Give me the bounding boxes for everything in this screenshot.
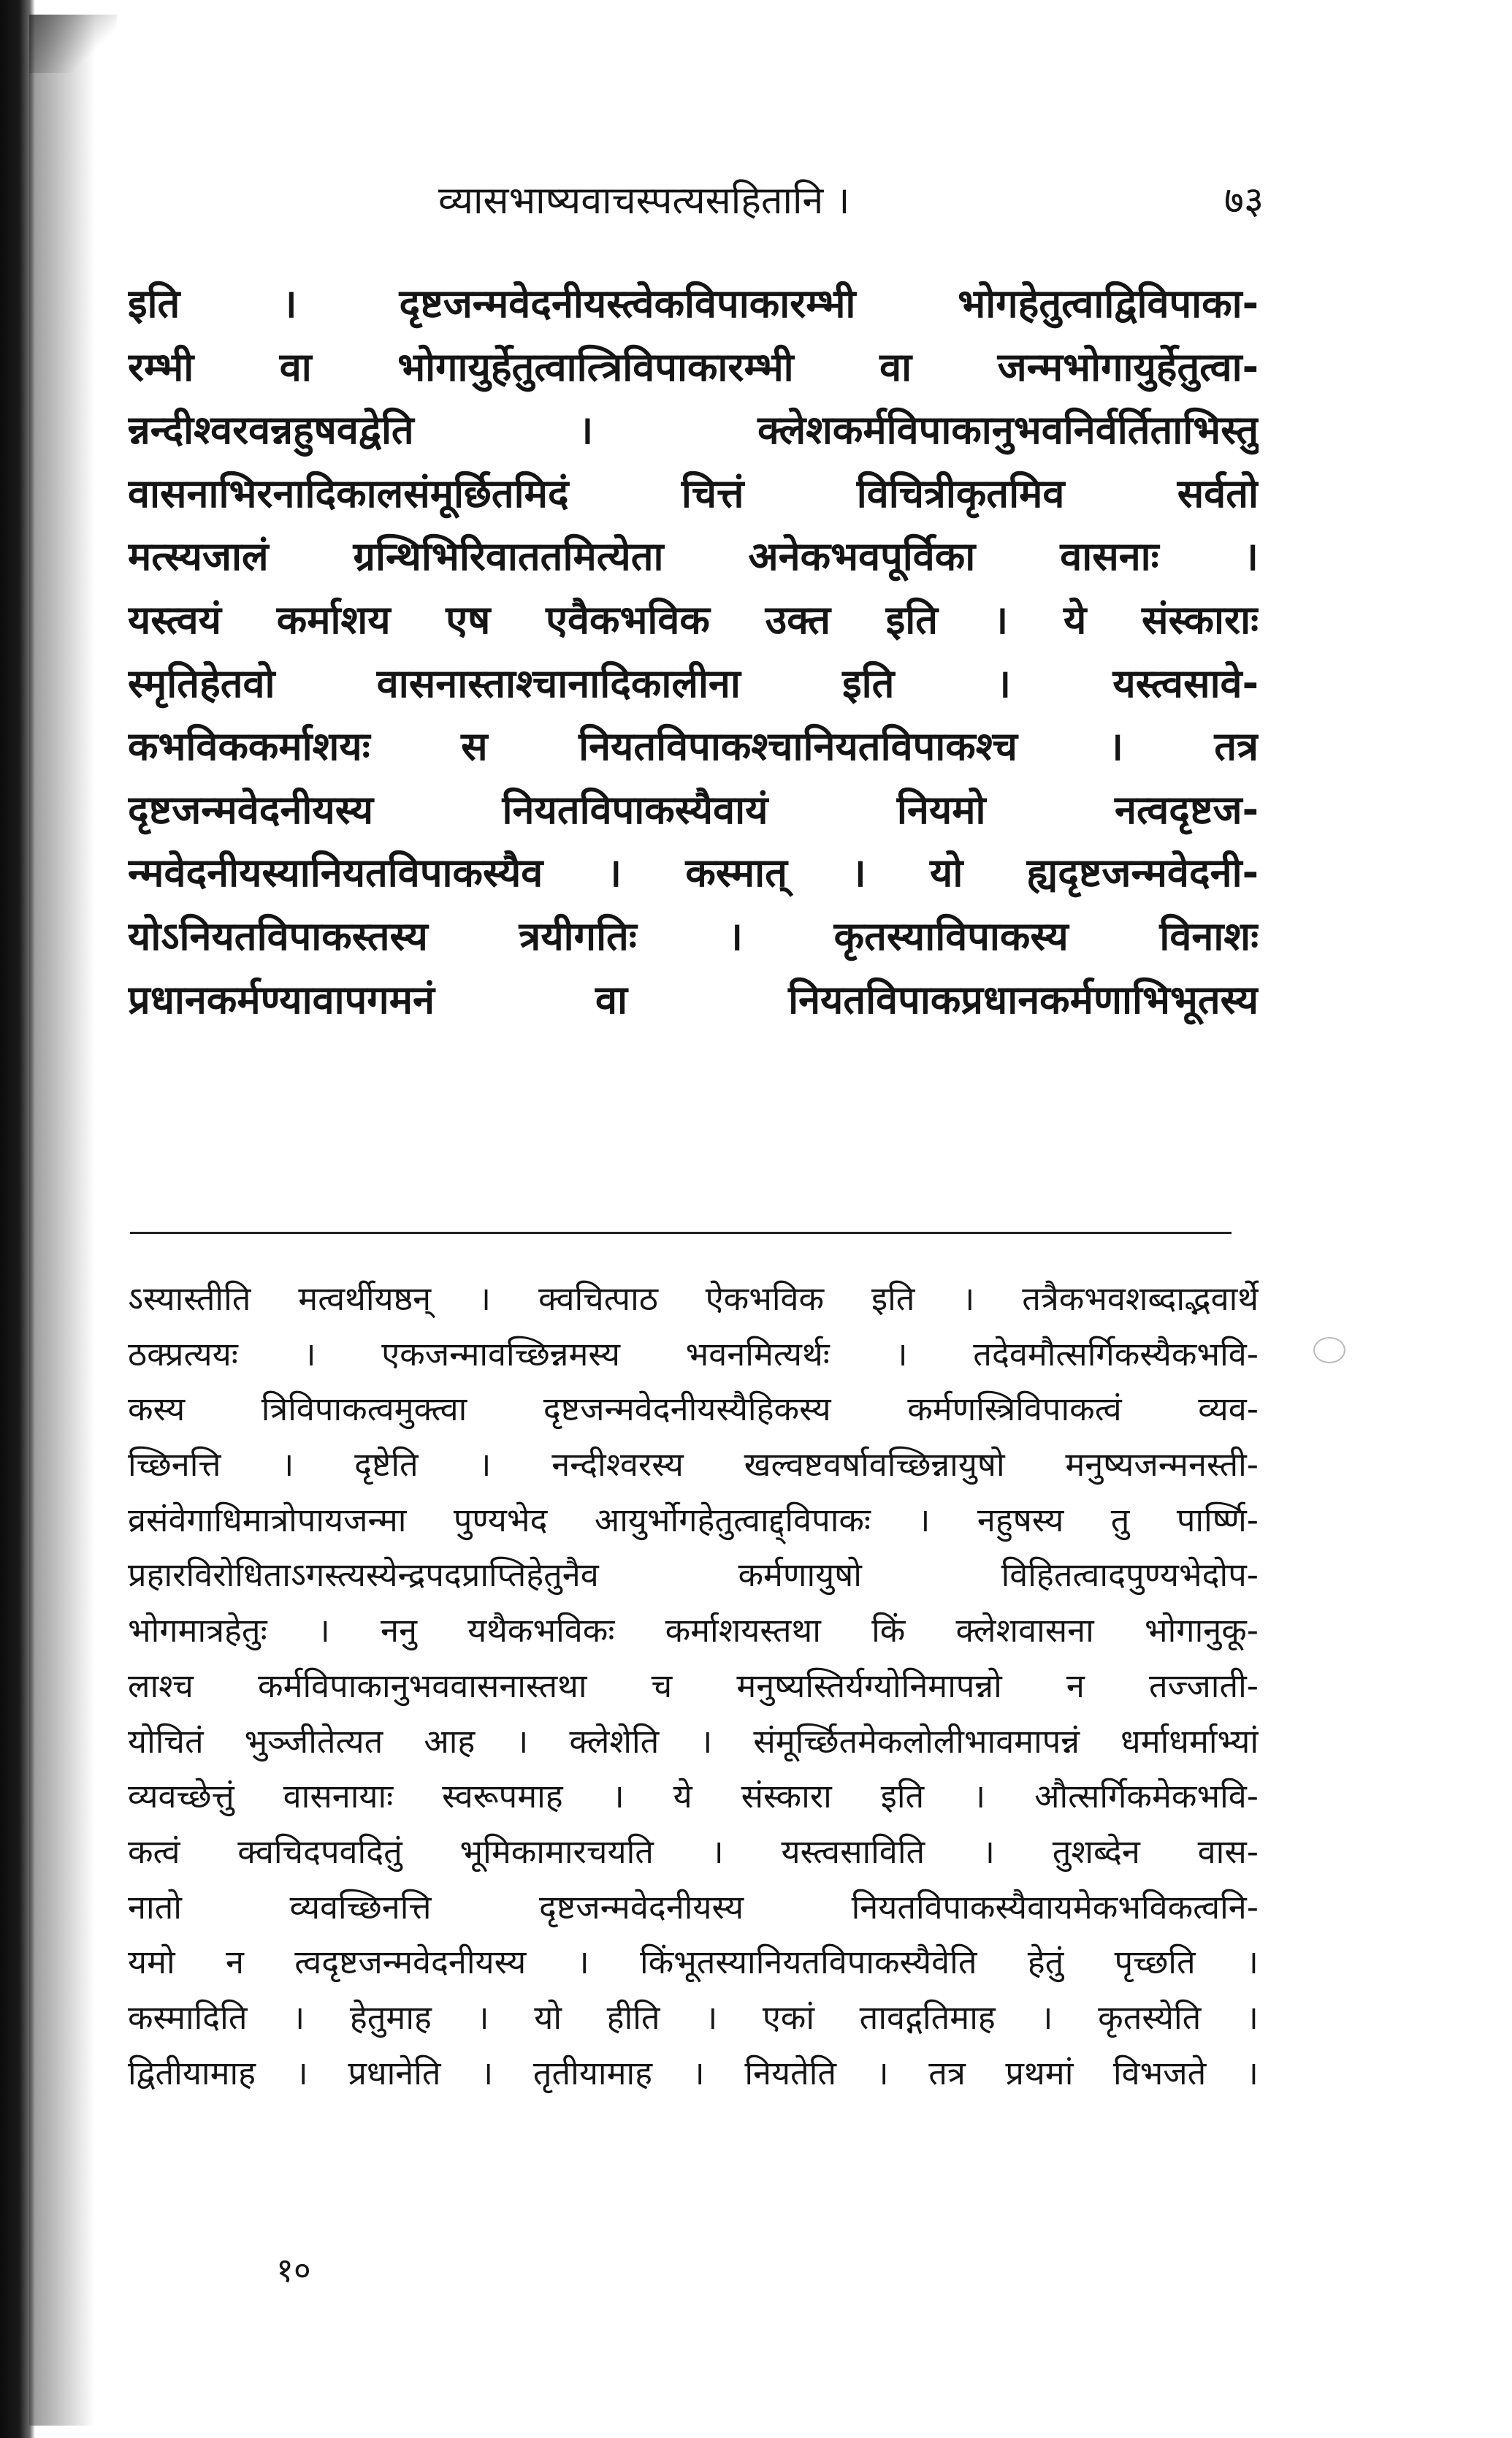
main-text-line: दृष्टजन्मवेदनीयस्य नियतविपाकस्यैवायं नियमो नत्वदृष्टज-	[128, 786, 1259, 833]
main-text-line: वासनाभिरनादिकालसंमूर्छितमिदं चित्तं विचित्रीकृतमिव सर्वतो	[128, 470, 1259, 517]
main-text-line: इति । दृष्टजन्मवेदनीयस्त्वेकविपाकारम्भी भोगहेतुत्वाद्विविपाका-	[128, 281, 1259, 327]
commentary-line: द्वितीयामाह । प्रधानेति । तृतीयामाह । नियतेति । तत्र प्रथमां विभजते ।	[128, 2053, 1259, 2092]
main-text-line: योऽनियतविपाकस्तस्य त्रयीगतिः । कृतस्याविपाकस्य विनाशः	[128, 913, 1259, 959]
main-text-line: न्मवेदनीयस्यानियतविपाकस्यैव । कस्मात् । यो ह्यदृष्टजन्मवेदनी-	[128, 850, 1259, 896]
commentary-line: योचितं भुञ्जीतेत्यत आह । क्लेशेति । संमूर्च्छितमेकलोलीभावमापन्नं धर्माधर्माभ्यां	[128, 1721, 1259, 1761]
scan-shadow	[29, 15, 95, 2426]
scan-corner-shadow	[29, 15, 117, 73]
main-text-line: स्मृतिहेतवो वासनास्ताश्चानादिकालीना इति । यस्त्वसावे-	[128, 660, 1259, 706]
commentary-line: कस्मादिति । हेतुमाह । यो हीति । एकां तावद्गतिमाह । कृतस्येति ।	[128, 1997, 1259, 2037]
commentary-line: कत्वं क्वचिदपवदितुं भूमिकामारचयति । यस्त्वसाविति । तुशब्देन वास-	[128, 1832, 1259, 1871]
page-number: ७३	[1223, 179, 1264, 223]
main-text-line: प्रधानकर्मण्यावापगमनं वा नियतविपाकप्रधानकर्मणाभिभूतस्य	[128, 976, 1259, 1023]
commentary-line: कस्य त्रिविपाकत्वमुक्त्वा दृष्टजन्मवेदनीयस्यैहिकस्य कर्मणस्त्रिविपाकत्वं व्यव-	[128, 1390, 1259, 1429]
commentary-line: व्यवच्छेत्तुं वासनायाः स्वरूपमाह । ये संस्कारा इति । औत्सर्गिकमेकभवि-	[128, 1777, 1259, 1816]
page-header	[124, 172, 1264, 237]
commentary-line: ऽस्यास्तीति मत्वर्थीयष्ठन् । क्वचित्पाठ ऐकभविक इति । तत्रैकभवशब्दाद्भवार्थे	[128, 1279, 1259, 1318]
scan-speck	[1313, 1337, 1345, 1363]
main-text-line: मत्स्यजालं ग्रन्थिभिरिवाततमित्येता अनेकभवपूर्विका वासनाः ।	[128, 533, 1259, 580]
signature-mark: १०	[276, 2250, 311, 2290]
running-title: व्यासभाष्यवाचस्पत्यसहितानि ।	[438, 179, 850, 223]
commentary-line: च्छिनत्ति । दृष्टेति । नन्दीश्वरस्य खल्वष्टवर्षावच्छिन्नायुषो मनुष्यजन्मनस्ती-	[128, 1445, 1259, 1485]
main-text-line: न्नन्दीश्वरवन्नहुषवद्वेति । क्लेशकर्मविपाकानुभवनिर्वर्तिताभिस्तु	[128, 407, 1259, 454]
commentary-line: ठक्प्रत्ययः । एकजन्मावच्छिन्नमस्य भवनमित्यर्थः । तदेवमौत्सर्गिकस्यैकभवि-	[128, 1334, 1259, 1374]
commentary-line: नातो व्यवच्छिनत्ति दृष्टजन्मवेदनीयस्य नियतविपाकस्यैवायमेकभविकत्वनि-	[128, 1887, 1259, 1927]
commentary-line: भोगमात्रहेतुः । ननु यथैकभविकः कर्माशयस्तथा किं क्लेशवासना भोगानुकू-	[128, 1611, 1259, 1650]
commentary-line: यमो न त्वदृष्टजन्मवेदनीयस्य । किंभूतस्यानियतविपाकस्यैवेति हेतुं पृच्छति ।	[128, 1943, 1259, 1982]
commentary-block	[128, 1271, 1259, 2100]
main-text-block	[128, 273, 1259, 1032]
commentary-line: लाश्च कर्मविपाकानुभववासनास्तथा च मनुष्यस्तिर्यग्योनिमापन्नो न तज्जाती-	[128, 1666, 1259, 1705]
main-text-line: कभविककर्माशयः स नियतविपाकश्चानियतविपाकश्च । तत्र	[128, 723, 1259, 770]
commentary-line: व्रसंवेगाधिमात्रोपायजन्मा पुण्यभेद आयुर्भोगहेतुत्वाद्द्विपाकः । नहुषस्य तु पार्ष्णि-	[128, 1500, 1259, 1539]
main-text-line: यस्त्वयं कर्माशय एष एवैकभविक उक्त इति । ये संस्काराः	[128, 596, 1259, 643]
main-text-line: रम्भी वा भोगायुर्हेतुत्वात्त्रिविपाकारम्भी वा जन्मभोगायुर्हेतुत्वा-	[128, 343, 1259, 390]
commentary-line: प्रहारविरोधिताऽगस्त्यस्येन्द्रपदप्राप्तिहेतुनैव कर्मणायुषो विहितत्वादपुण्यभेदोप-	[128, 1555, 1259, 1595]
section-divider	[130, 1232, 1232, 1234]
